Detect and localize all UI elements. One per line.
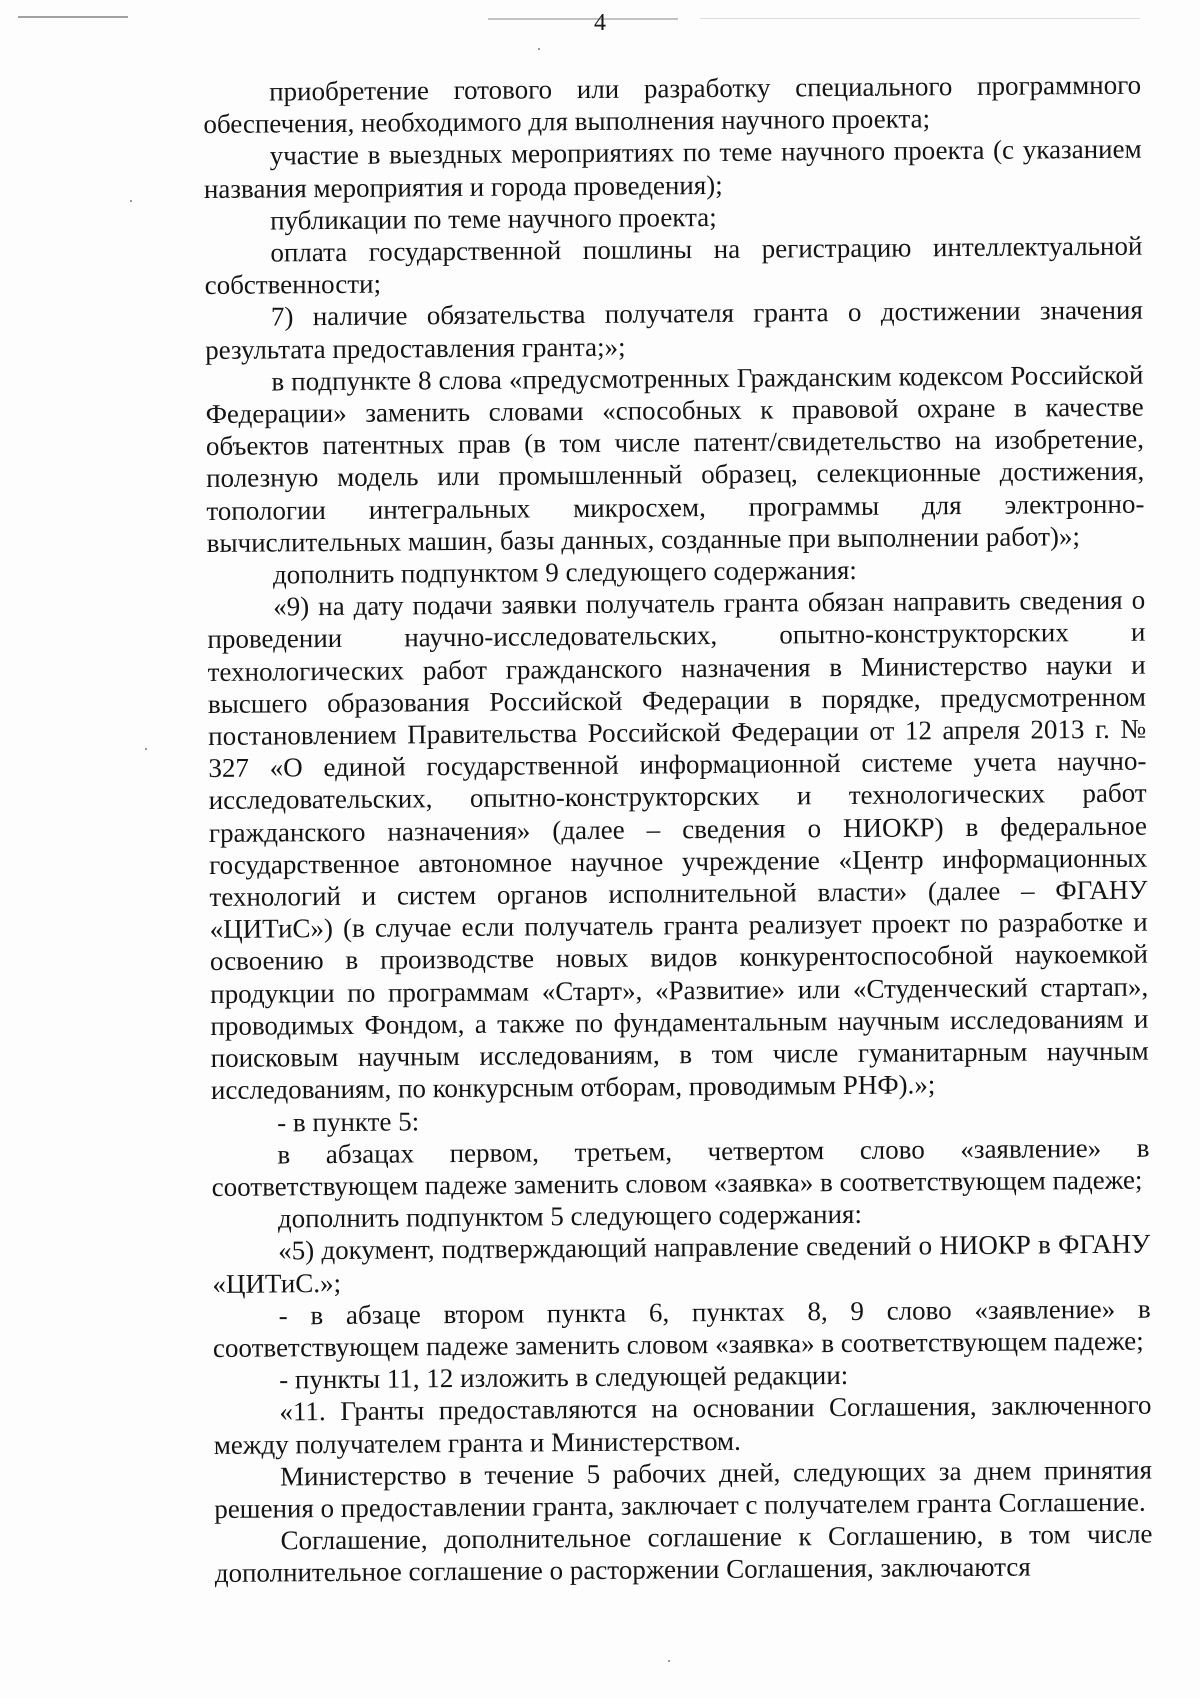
paragraph: оплата государственной пошлины на регистрацию интеллектуальной собственности; bbox=[204, 230, 1143, 301]
paragraph: в абзацах первом, третьем, четвертом слово «заявление» в соответствующем падеже заменить словом «заявка» в соответствующем падеже; bbox=[211, 1132, 1150, 1202]
paragraph: 7) наличие обязательства получателя гранта о достижении значения результата предоставления гранта;»; bbox=[205, 295, 1143, 365]
paragraph: - в абзаце втором пункта 6, пунктах 8, 9 слово «заявление» в соответствующем падеже заменить словом «заявка» в соответствующем падеже; bbox=[212, 1293, 1151, 1363]
paragraph: публикации по теме научного проекта; bbox=[270, 201, 717, 236]
page-number: 4 bbox=[594, 10, 606, 36]
paragraph: Соглашение, дополнительное соглашение к Соглашению, в том числе дополнительное соглашение о расторжении Соглашения, заключаются bbox=[214, 1518, 1153, 1589]
paragraph: Министерство в течение 5 рабочих дней, следующих за днем принятия решения о предоставлении гранта, заключает с получателем гранта Соглашение. bbox=[214, 1454, 1153, 1524]
paragraph: в подпункте 8 слова «предусмотренных Гражданским кодексом Российской Федерации» заменить словами «способных к правовой охране в качестве объектов патентных прав (в том числе патент/свидетельство на изобретение, полезную модель или промышленный образец, селекционные достижения, топологии интегральных микросхем, программы для электронно-вычислительных машин, базы данных, созданные при выполнении работ)»; bbox=[205, 359, 1145, 558]
paragraph: дополнить подпунктом 5 следующего содержания: bbox=[277, 1198, 863, 1234]
document-body bbox=[203, 69, 1153, 1590]
paragraph: участие в выездных мероприятиях по теме научного проекта (с указанием названия мероприятия и города проведения); bbox=[203, 134, 1142, 204]
scan-artifact-dot bbox=[145, 748, 147, 750]
paragraph: «11. Гранты предоставляются на основании Соглашения, заключенного между получателем гранта и Министерством. bbox=[213, 1389, 1152, 1460]
paragraph: - в пункте 5: bbox=[277, 1105, 420, 1137]
paragraph: - пункты 11, 12 изложить в следующей редакции: bbox=[279, 1360, 849, 1395]
paragraph: приобретение готового или разработку специального программного обеспечения, необходимого для выполнения научного проекта; bbox=[203, 69, 1142, 140]
scan-artifact-dot bbox=[668, 1660, 670, 1662]
scan-artifact-dot bbox=[130, 200, 132, 202]
paragraph: «9) на дату подачи заявки получатель гранта обязан направить сведения о проведении научно-исследовательских, опытно-конструкторских и технологических работ гражданского назначения в Министерство науки и высшего образования Российской Федерации в порядке, предусмотренном постановлением Правительства Российской Федерации от 12 апреля 2013 г. № 327 «О единой государственной информационной системе учета научно-исследовательских, опытно-конструкторских и технологических работ гражданского назначения» (далее – сведения о НИОКР) в федеральное государственное автономное научное учреждение «Центр информационных технологий и систем органов исполнительной власти» (далее – ФГАНУ «ЦИТиС») (в случае если получатель гранта реализует проект по разработке и освоению в производстве новых видов конкурентоспособной наукоемкой продукции по программам «Старт», «Развитие» или «Студенческий стартап», проводимых Фондом, а также по фундаментальным научным исследованиям и поисковым научным исследованиям, в том числе гуманитарным научным исследованиям, по конкурсным отборам, проводимым РНФ).»; bbox=[207, 584, 1149, 1106]
paragraph: «5) документ, подтверждающий направление сведений о НИОКР в ФГАНУ «ЦИТиС.»; bbox=[212, 1228, 1151, 1299]
paragraph: дополнить подпунктом 9 следующего содержания: bbox=[272, 554, 857, 590]
scan-artifact-dot bbox=[538, 48, 540, 50]
